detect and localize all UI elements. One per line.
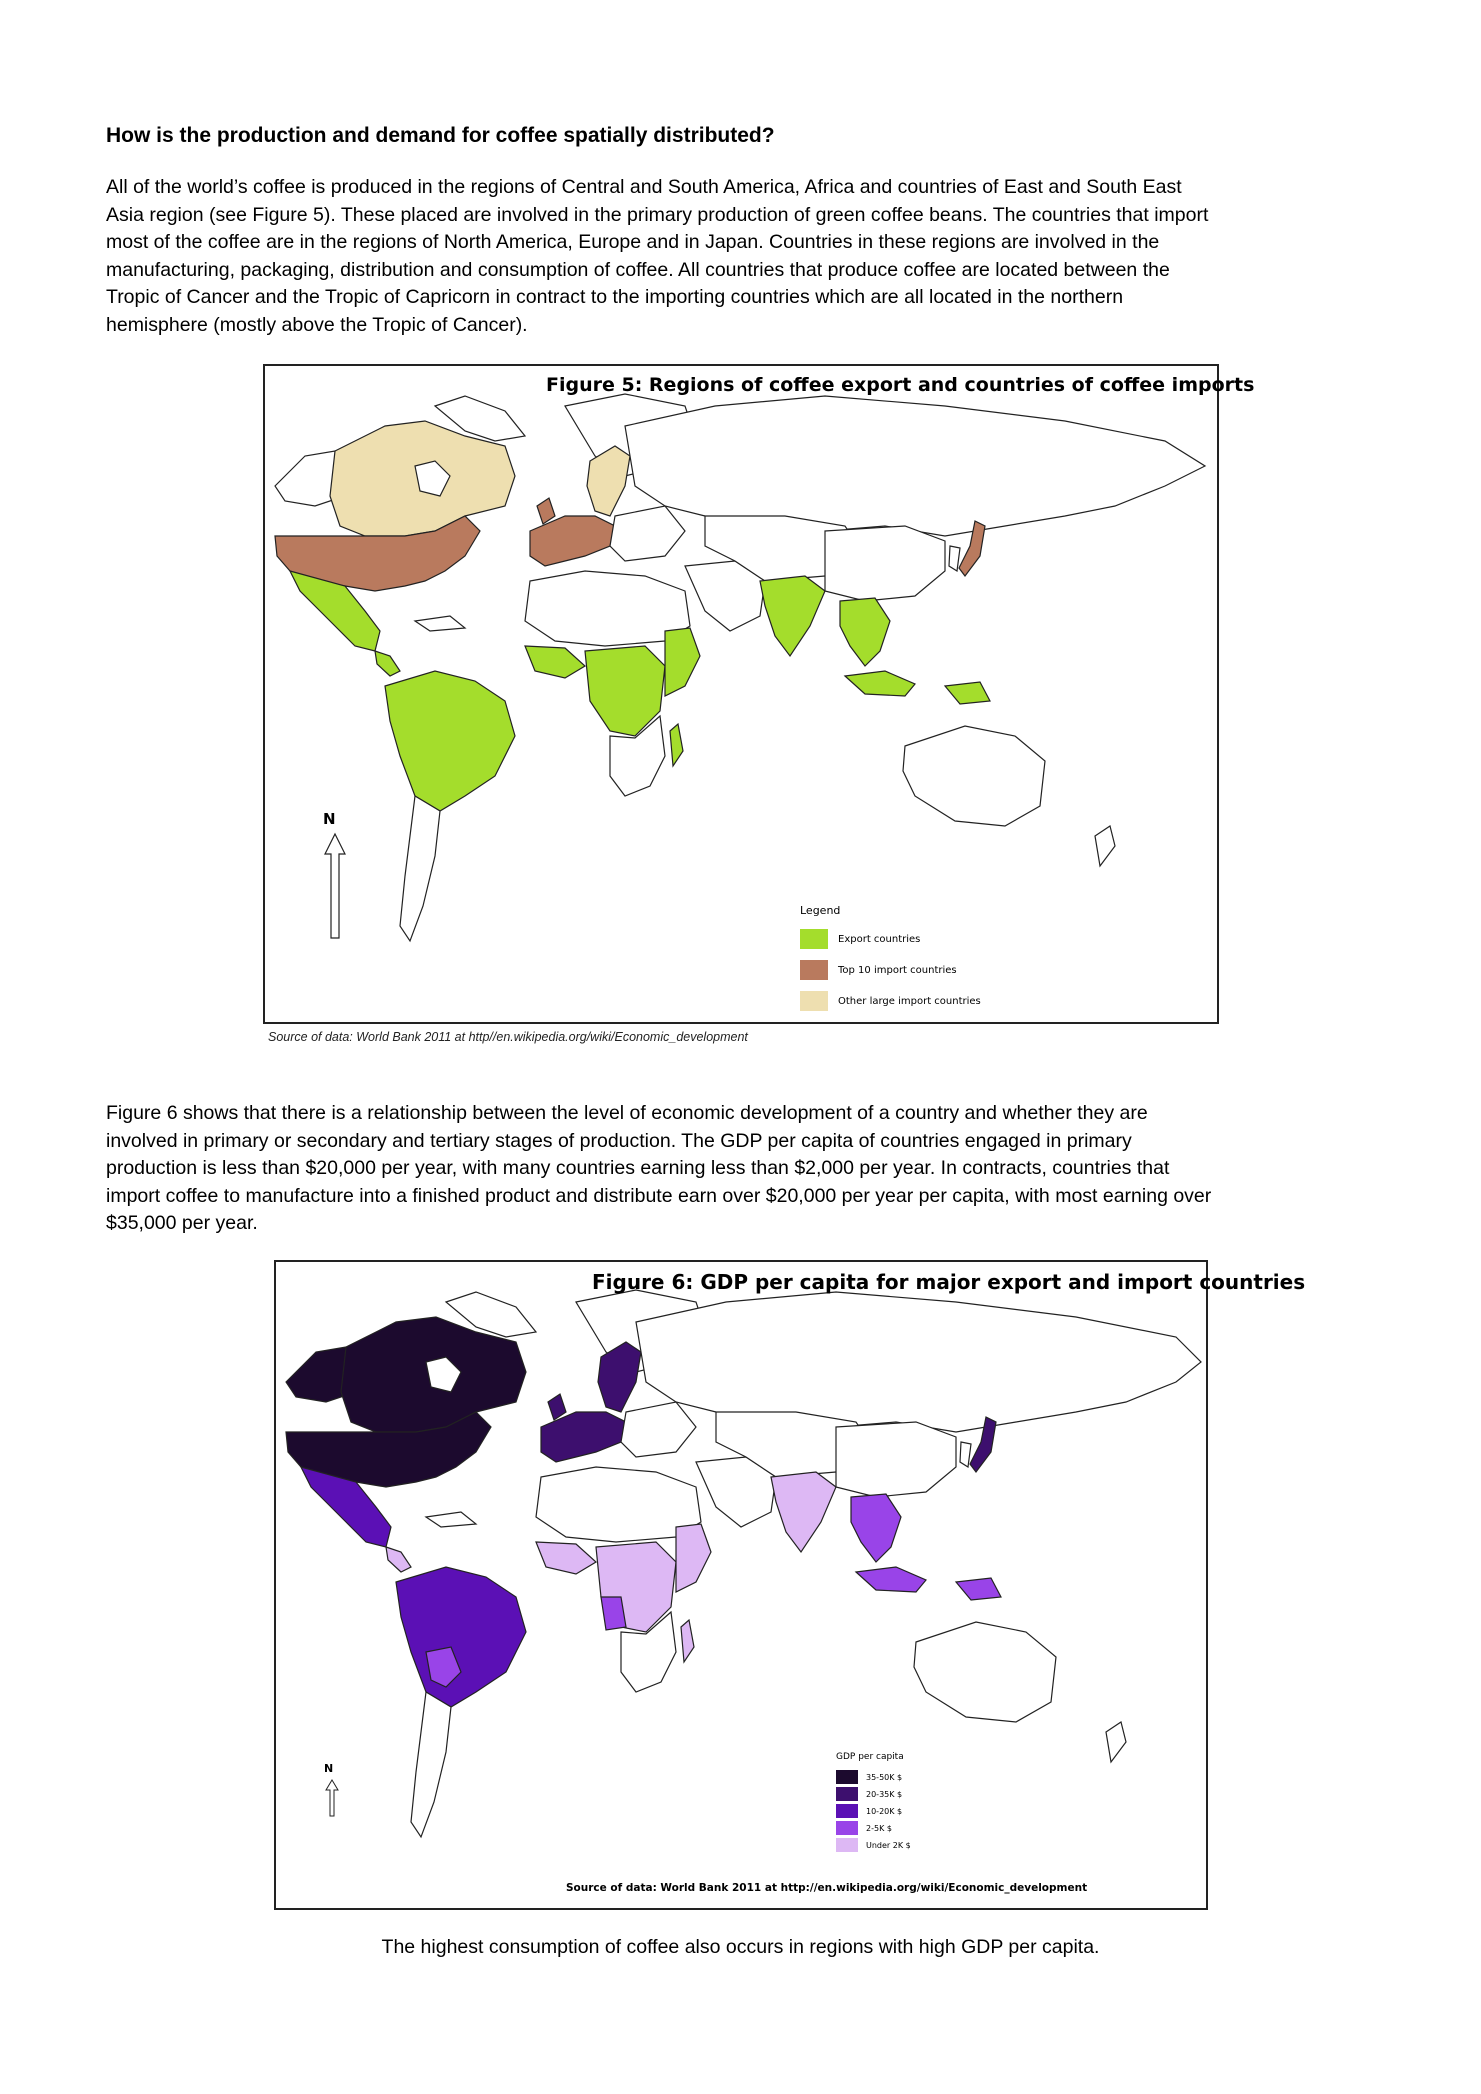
world-map-gdp-per-capita <box>276 1262 1206 1908</box>
figure-6-source: Source of data: World Bank 2011 at http://en.wikipedia.org/wiki/Economic_development <box>566 1882 1088 1894</box>
legend-item <box>836 1787 911 1801</box>
legend-label: Under 2K $ <box>866 1840 911 1850</box>
map-uk <box>537 498 555 524</box>
map-scandinavia <box>587 446 630 516</box>
map-south-america-south <box>400 796 440 941</box>
map-new-zealand <box>1106 1722 1126 1762</box>
paragraph-line: All of the world’s coffee is produced in the regions of Central and South America, Africa and countries of East and South East <box>106 176 1182 198</box>
paragraph-line: production is less than $20,000 per year, with many countries earning less than $2,000 per year. In contracts, countries that <box>106 1157 1170 1179</box>
figure-5-map <box>263 364 1255 1024</box>
legend-swatch-top10-import <box>800 960 828 980</box>
map-china <box>825 526 945 601</box>
map-east-africa <box>665 628 700 696</box>
legend-item <box>800 929 981 949</box>
map-eastern-europe <box>610 506 685 561</box>
map-new-guinea <box>956 1578 1001 1600</box>
map-central-america <box>375 651 400 676</box>
legend-swatch-20-35k <box>836 1787 858 1801</box>
figure-6-map <box>274 1260 1306 1910</box>
map-new-zealand <box>1095 826 1115 866</box>
legend-title: Legend <box>800 904 841 917</box>
map-scandinavia <box>598 1342 641 1412</box>
map-indonesia <box>856 1567 926 1592</box>
map-south-america <box>385 671 515 811</box>
map-west-africa <box>525 646 585 678</box>
map-indonesia <box>845 671 915 696</box>
page-heading: How is the production and demand for coffee spatially distributed? <box>106 124 775 147</box>
figure-5-title: Figure 5: Regions of coffee export and countries of coffee imports <box>546 374 1255 396</box>
legend-label: 10-20K $ <box>866 1806 903 1816</box>
closing-sentence: The highest consumption of coffee also occurs in regions with high GDP per capita. <box>381 1936 1100 1958</box>
paragraph-line: Asia region (see Figure 5). These placed are involved in the primary production of green coffee beans. The countries that import <box>106 203 1209 226</box>
map-east-africa <box>676 1524 711 1592</box>
legend-swatch-under-2k <box>836 1838 858 1852</box>
map-madagascar <box>681 1620 694 1662</box>
map-angola <box>601 1597 626 1630</box>
paragraph-line: most of the coffee are in the regions of North America, Europe and in Japan. Countries in these regions are involved in the <box>106 231 1160 253</box>
map-india <box>771 1472 836 1552</box>
map-australia <box>903 726 1045 826</box>
map-new-guinea <box>945 682 990 704</box>
figure-5-source: Source of data: World Bank 2011 at http//en.wikipedia.org/wiki/Economic_development <box>268 1030 748 1044</box>
map-india <box>760 576 825 656</box>
map-madagascar <box>670 724 683 766</box>
north-arrow-label: N <box>323 810 336 828</box>
intro-paragraph <box>106 174 1396 339</box>
figure-6-legend <box>836 1752 911 1855</box>
legend-swatch-35-50k <box>836 1770 858 1784</box>
map-uk <box>548 1394 566 1420</box>
figure-5-legend <box>800 904 981 1022</box>
map-korea <box>949 546 960 571</box>
legend-swatch-2-5k <box>836 1821 858 1835</box>
legend-label: Export countries <box>838 933 921 945</box>
paragraph-line: Tropic of Cancer and the Tropic of Capricorn in contract to the importing countries which are all located in the northern <box>106 286 1124 308</box>
figure-6-paragraph <box>106 1100 1396 1238</box>
legend-label: Other large import countries <box>838 995 981 1007</box>
map-eastern-europe <box>621 1402 696 1457</box>
map-caribbean <box>415 616 465 631</box>
figure-6-title: Figure 6: GDP per capita for major export and import countries <box>592 1270 1306 1294</box>
legend-title: GDP per capita <box>836 1752 904 1762</box>
paragraph-line: $35,000 per year. <box>106 1212 258 1234</box>
paragraph-line: hemisphere (mostly above the Tropic of Cancer). <box>106 313 528 336</box>
legend-item <box>836 1804 911 1818</box>
map-australia <box>914 1622 1056 1722</box>
north-arrow-icon <box>324 1778 340 1818</box>
north-arrow-label: N <box>324 1762 334 1775</box>
map-south-america <box>396 1567 526 1707</box>
map-china <box>836 1422 956 1497</box>
legend-item <box>836 1838 911 1852</box>
legend-label: 20-35K $ <box>866 1789 903 1799</box>
legend-swatch-other-import <box>800 991 828 1011</box>
legend-label: 2-5K $ <box>866 1823 892 1833</box>
paragraph-line: involved in primary or secondary and tertiary stages of production. The GDP per capita of countries engaged in primary <box>106 1129 1132 1152</box>
map-southeast-asia <box>840 598 890 666</box>
map-south-america-south <box>411 1692 451 1837</box>
paragraph-line: manufacturing, packaging, distribution and consumption of coffee. All countries that produce coffee are located between the <box>106 258 1170 281</box>
paragraph-line: import coffee to manufacture into a finished product and distribute earn over $20,000 per year per capita, with most earning over <box>106 1184 1212 1207</box>
map-russia <box>625 396 1205 536</box>
map-west-africa <box>536 1542 596 1574</box>
map-russia <box>636 1292 1201 1432</box>
legend-swatch-export <box>800 929 828 949</box>
map-korea <box>960 1442 971 1467</box>
paragraph-line: Figure 6 shows that there is a relationship between the level of economic development of a country and whether they are <box>106 1102 1148 1124</box>
map-central-america <box>386 1547 411 1572</box>
legend-item <box>800 991 981 1011</box>
legend-label: Top 10 import countries <box>838 964 957 976</box>
legend-label: 35-50K $ <box>866 1772 903 1782</box>
map-caribbean <box>426 1512 476 1527</box>
map-southeast-asia <box>851 1494 901 1562</box>
legend-swatch-10-20k <box>836 1804 858 1818</box>
legend-item <box>836 1821 911 1835</box>
legend-item <box>836 1770 911 1784</box>
north-arrow-icon <box>323 832 347 942</box>
world-map-export-import <box>265 366 1217 1022</box>
legend-item <box>800 960 981 980</box>
